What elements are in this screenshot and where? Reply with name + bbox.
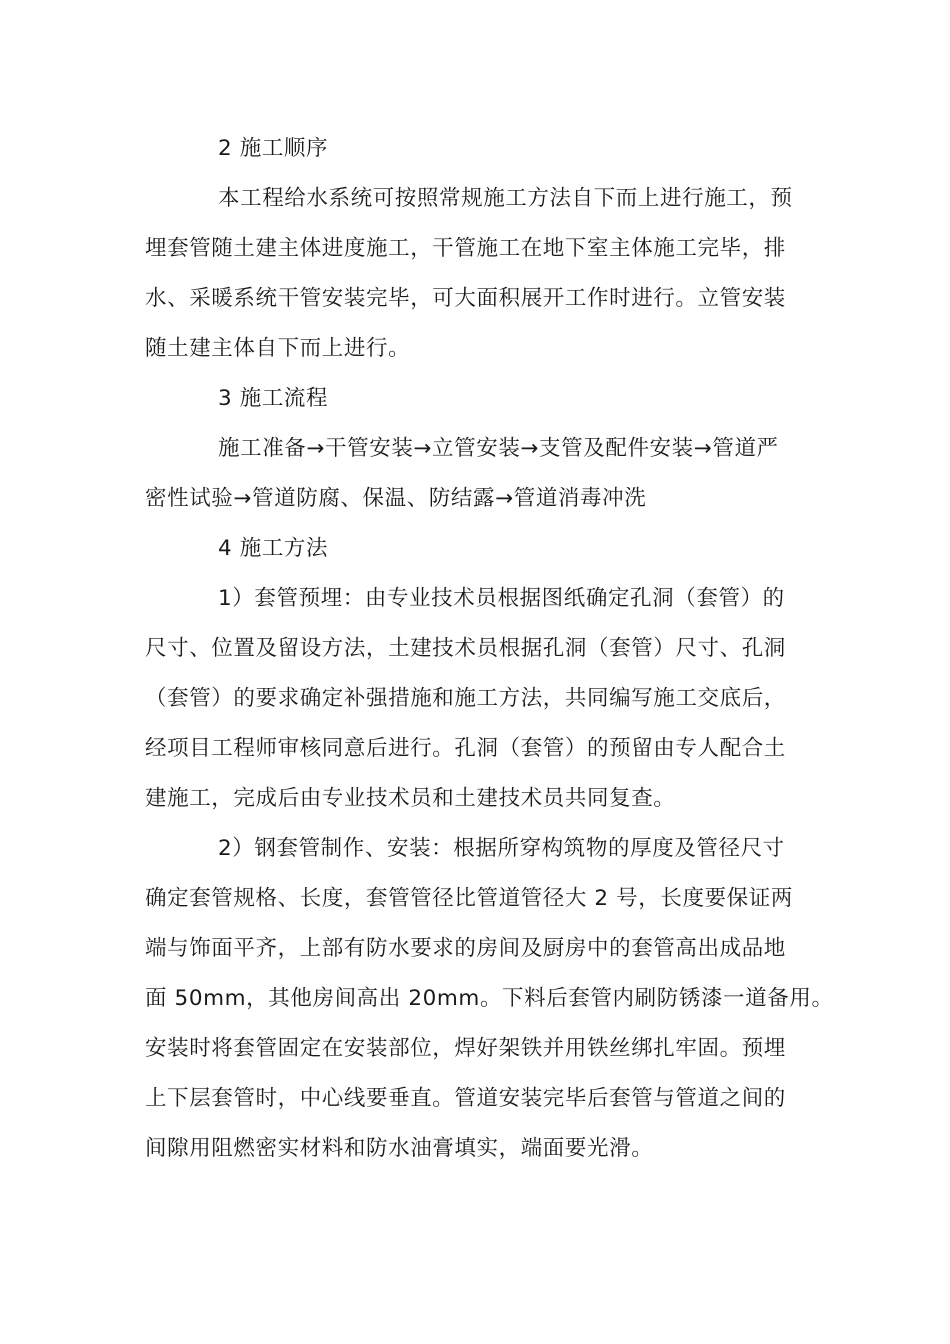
paragraph-line: 2）钢套管制作、安装：根据所穿构筑物的厚度及管径尺寸 — [218, 836, 785, 861]
paragraph-line: 上下层套管时，中心线要垂直。管道安装完毕后套管与管道之间的 — [145, 1086, 786, 1111]
paragraph-line: 1）套管预埋：由专业技术员根据图纸确定孔洞（套管）的 — [218, 586, 785, 611]
paragraph-line: 确定套管规格、长度，套管管径比管道管径大 2 号，长度要保证两 — [145, 886, 793, 911]
paragraph-line: 面 50mm，其他房间高出 20mm。下料后套管内刷防锈漆一道备用。 — [145, 986, 834, 1011]
paragraph-line: 随土建主体自下而上进行。 — [145, 336, 411, 361]
paragraph-line: 密性试验→管道防腐、保温、防结露→管道消毒冲洗 — [145, 486, 647, 511]
section-heading-construction-method: 4 施工方法 — [218, 536, 329, 561]
paragraph-line: 本工程给水系统可按照常规施工方法自下而上进行施工，预 — [218, 186, 793, 211]
paragraph-line: 经项目工程师审核同意后进行。孔洞（套管）的预留由专人配合土 — [145, 736, 786, 761]
paragraph-line: 水、采暖系统干管安装完毕，可大面积展开工作时进行。立管安装 — [145, 286, 786, 311]
paragraph-line: 间隙用阻燃密实材料和防水油膏填实，端面要光滑。 — [145, 1136, 654, 1161]
section-heading-construction-order: 2 施工顺序 — [218, 136, 329, 161]
paragraph-line: 施工准备→干管安装→立管安装→支管及配件安装→管道严 — [218, 436, 779, 461]
paragraph-line: 安装时将套管固定在安装部位，焊好架铁并用铁丝绑扎牢固。预埋 — [145, 1036, 786, 1061]
paragraph-line: 尺寸、位置及留设方法，土建技术员根据孔洞（套管）尺寸、孔洞 — [145, 636, 786, 661]
paragraph-line: 建施工，完成后由专业技术员和土建技术员共同复查。 — [145, 786, 676, 811]
paragraph-line: 埋套管随土建主体进度施工，干管施工在地下室主体施工完毕，排 — [145, 236, 786, 261]
paragraph-line: （套管）的要求确定补强措施和施工方法，共同编写施工交底后， — [145, 686, 786, 711]
section-heading-construction-flow: 3 施工流程 — [218, 386, 329, 411]
paragraph-line: 端与饰面平齐，上部有防水要求的房间及厨房中的套管高出成品地 — [145, 936, 786, 961]
